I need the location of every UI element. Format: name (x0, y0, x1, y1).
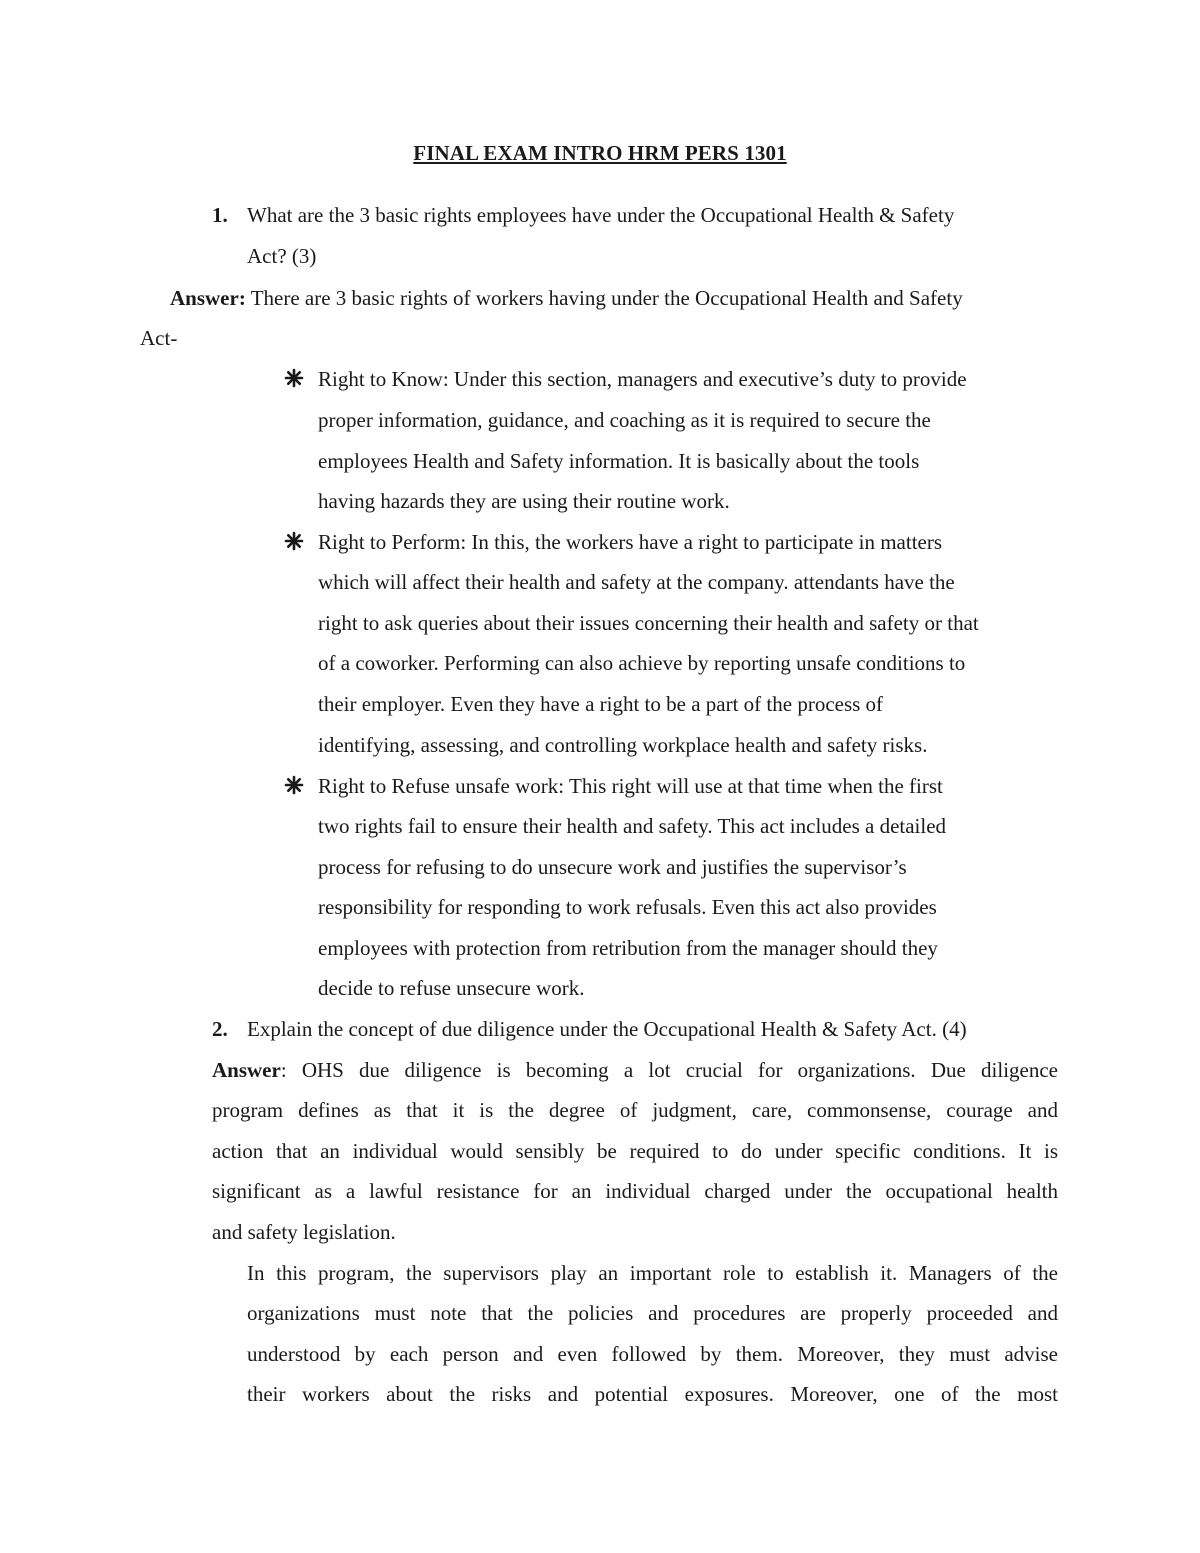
bullet-2-line-5: their employer. Even they have a right to be a part of the process of (318, 692, 884, 716)
answer-2-line-3: action that an individual would sensibly be required to do under specific conditions. It is (212, 1139, 1058, 1163)
paragraph-2-line-3: understood by each person and even followed by them. Moreover, they must advise (247, 1342, 1058, 1366)
answer-2-line-4: significant as a lawful resistance for an individual charged under the occupational health (212, 1179, 1058, 1203)
question-1-line-2: Act? (3) (247, 244, 317, 268)
bullet-1-line-1: Right to Know: Under this section, managers and executive’s duty to provide (318, 367, 967, 391)
bullet-1-line-2: proper information, guidance, and coaching as it is required to secure the (318, 408, 931, 432)
bullet-3-line-3: process for refusing to do unsecure work and justifies the supervisor’s (318, 855, 907, 879)
paragraph-2-line-4: their workers about the risks and potential exposures. Moreover, one of the most (247, 1382, 1058, 1406)
answer-2-line-2: program defines as that it is the degree of judgment, care, commonsense, courage and (212, 1098, 1058, 1122)
bullet-3-line-4: responsibility for responding to work refusals. Even this act also provides (318, 895, 937, 919)
answer-1-label: Answer: (170, 286, 246, 310)
bullet-2-line-3: right to ask queries about their issues concerning their health and safety or that (318, 611, 979, 635)
bullet-3-line-6: decide to refuse unsecure work. (318, 976, 585, 1000)
answer-1-line-1 (170, 283, 963, 313)
bullet-2-line-4: of a coworker. Performing can also achieve by reporting unsafe conditions to (318, 651, 966, 675)
answer-2-line-1 (212, 1055, 1058, 1085)
page-title: FINAL EXAM INTRO HRM PERS 1301 (413, 141, 787, 165)
answer-1-text: There are 3 basic rights of workers having under the Occupational Health and Safety (245, 286, 963, 310)
bullet-3-line-1: Right to Refuse unsafe work: This right will use at that time when the first (318, 774, 943, 798)
question-2-text: Explain the concept of due diligence under the Occupational Health & Safety Act. (4) (247, 1017, 967, 1041)
bullet-1-line-3: employees Health and Safety information. It is basically about the tools (318, 449, 920, 473)
bullet-2-line-6: identifying, assessing, and controlling workplace health and safety risks. (318, 733, 928, 757)
paragraph-2-line-1: In this program, the supervisors play an important role to establish it. Managers of the (247, 1261, 1058, 1285)
answer-2-first-line: : OHS due diligence is becoming a lot crucial for organizations. Due diligence (280, 1058, 1058, 1082)
answer-1-line-2: Act- (140, 326, 178, 350)
question-1-line-1: What are the 3 basic rights employees have under the Occupational Health & Safety (247, 203, 955, 227)
question-1-number: 1. (212, 203, 228, 227)
bullet-1-line-4: having hazards they are using their routine work. (318, 489, 730, 513)
bullet-3-line-2: two rights fail to ensure their health and safety. This act includes a detailed (318, 814, 947, 838)
answer-2-label: Answer (212, 1058, 281, 1082)
question-2-number: 2. (212, 1017, 228, 1041)
answer-2-line-5: and safety legislation. (212, 1220, 396, 1244)
bullet-3-line-5: employees with protection from retribution from the manager should they (318, 936, 938, 960)
paragraph-2-line-2: organizations must note that the policies and procedures are properly proceeded and (247, 1301, 1058, 1325)
asterisk-bullet-icon (284, 775, 304, 795)
asterisk-bullet-icon (284, 368, 304, 388)
asterisk-bullet-icon (284, 531, 304, 551)
bullet-2-line-1: Right to Perform: In this, the workers have a right to participate in matters (318, 530, 943, 554)
bullet-2-line-2: which will affect their health and safety at the company. attendants have the (318, 570, 955, 594)
